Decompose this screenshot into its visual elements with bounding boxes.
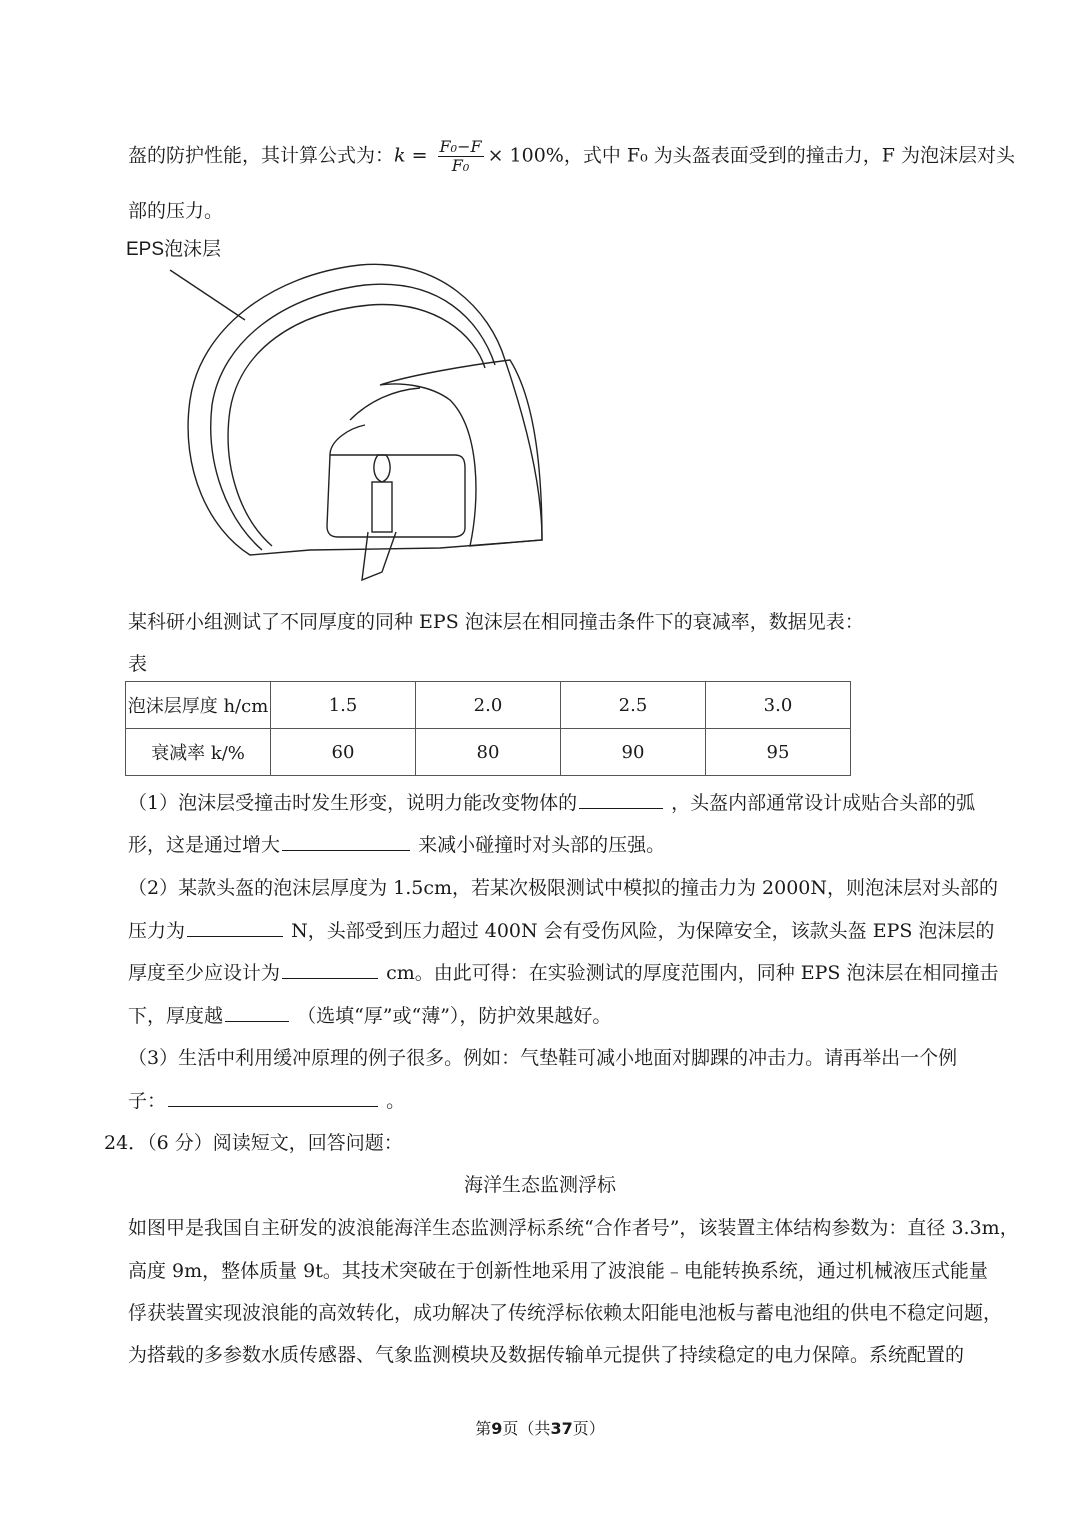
table-row — [126, 682, 851, 729]
formula-fraction — [438, 138, 484, 175]
answer-blank[interactable] — [579, 790, 663, 809]
footer-prefix: 第 — [475, 1419, 492, 1438]
table-cell: 2.5 — [561, 682, 706, 729]
q2-line-3 — [128, 958, 998, 985]
intro-text-a: 盔的防护性能，其计算公式为： — [128, 144, 395, 167]
q2-line-2 — [128, 916, 994, 943]
answer-blank[interactable] — [282, 960, 378, 979]
q2-text-a: 压力为 — [128, 920, 186, 942]
q24-header: 24．（6 分）阅读短文，回答问题： — [104, 1132, 403, 1154]
side-panel — [327, 455, 465, 537]
answer-blank[interactable] — [282, 832, 410, 851]
helmet-illustration — [150, 250, 570, 590]
q2-text-e: 下，厚度越 — [128, 1005, 224, 1027]
intro-line-1 — [128, 138, 1015, 175]
row-header-attenuation: 衰减率 k/% — [126, 729, 271, 776]
q3-text-a: 子： — [128, 1090, 167, 1112]
footer-suffix: 页） — [572, 1419, 605, 1438]
q2-line-1: （2）某款头盔的泡沫层厚度为 1.5cm，若某次极限测试中模拟的撞击力为 2000N，则泡沫层对头部的 — [128, 877, 999, 899]
q2-text-c: 厚度至少应设计为 — [128, 962, 281, 984]
formula-rhs: × 100% — [487, 144, 564, 167]
table-intro: 某科研小组测试了不同厚度的同种 EPS 泡沫层在相同撞击条件下的衰减率，数据见表： — [128, 611, 864, 633]
q2-line-4 — [128, 1001, 611, 1028]
table-cell: 3.0 — [706, 682, 851, 729]
buckle — [374, 455, 390, 482]
article-title: 海洋生态监测浮标 — [463, 1174, 616, 1196]
table-cell: 1.5 — [271, 682, 416, 729]
intro-text-b: ，式中 F₀ 为头盔表面受到的撞击力，F 为泡沫层对头 — [563, 144, 1015, 167]
q3-text-b: 。 — [386, 1090, 406, 1112]
figure-label: EPS泡沫层 — [126, 239, 222, 260]
answer-blank[interactable] — [225, 1003, 289, 1022]
chin-strap — [362, 532, 396, 580]
q1-text-b: ，头盔内部通常设计成贴合头部的弧 — [671, 792, 976, 814]
page-footer — [0, 1416, 1080, 1439]
article-line-3: 俘获装置实现波浪能的高效转化，成功解决了传统浮标依赖太阳能电池板与蓄电池组的供电不稳定问题， — [128, 1302, 1003, 1324]
q1-line-2 — [128, 830, 665, 857]
formula-lhs: k = — [394, 144, 428, 167]
q3-line-2 — [128, 1086, 405, 1113]
q2-text-b: N，头部受到压力超过 400N 会有受伤风险，为保障安全，该款头盔 EPS 泡沫层的 — [291, 920, 995, 942]
q1-line-1 — [128, 788, 975, 815]
total-pages: 37 — [550, 1419, 573, 1438]
article-line-1: 如图甲是我国自主研发的波浪能海洋生态监测浮标系统“合作者号”，该装置主体结构参数为：直径 3.3m， — [128, 1217, 1019, 1239]
article-line-2: 高度 9m，整体质量 9t。其技术突破在于创新性地采用了波浪能﹣电能转换系统，通过机械液压式能量 — [128, 1260, 988, 1282]
outer-shell — [188, 264, 542, 555]
q2-text-d: cm。由此可得：在实验测试的厚度范围内，同种 EPS 泡沫层在相同撞击 — [386, 962, 999, 984]
table-caption: 表 — [128, 653, 148, 675]
table-cell: 2.0 — [416, 682, 561, 729]
table-cell: 95 — [706, 729, 851, 776]
q1-text-c: 形，这是通过增大 — [128, 834, 281, 856]
row-header-thickness: 泡沫层厚度 h/cm — [126, 682, 271, 729]
table-cell: 60 — [271, 729, 416, 776]
formula-denominator: F₀ — [451, 156, 470, 175]
data-table — [125, 681, 851, 776]
pointer-line — [170, 270, 245, 320]
formula-numerator: F₀−F — [439, 137, 482, 156]
intro-line-2: 部的压力。 — [128, 200, 224, 222]
page-number: 9 — [491, 1419, 503, 1438]
table-cell: 80 — [416, 729, 561, 776]
q3-line-1: （3）生活中利用缓冲原理的例子很多。例如：气垫鞋可减小地面对脚踝的冲击力。请再举出一个例 — [128, 1047, 958, 1069]
article-line-4: 为搭载的多参数水质传感器、气象监测模块及数据传输单元提供了持续稳定的电力保障。系统配置的 — [128, 1344, 965, 1366]
q1-text-a: （1）泡沫层受撞击时发生形变，说明力能改变物体的 — [128, 792, 578, 814]
answer-blank[interactable] — [168, 1088, 378, 1107]
q2-text-f: （选填“厚”或“薄”），防护效果越好。 — [297, 1005, 612, 1027]
table-cell: 90 — [561, 729, 706, 776]
q1-text-d: 来减小碰撞时对头部的压强。 — [418, 834, 666, 856]
visor — [380, 360, 542, 546]
table-row — [126, 729, 851, 776]
answer-blank[interactable] — [187, 918, 283, 937]
footer-middle: 页（共 — [502, 1419, 551, 1438]
